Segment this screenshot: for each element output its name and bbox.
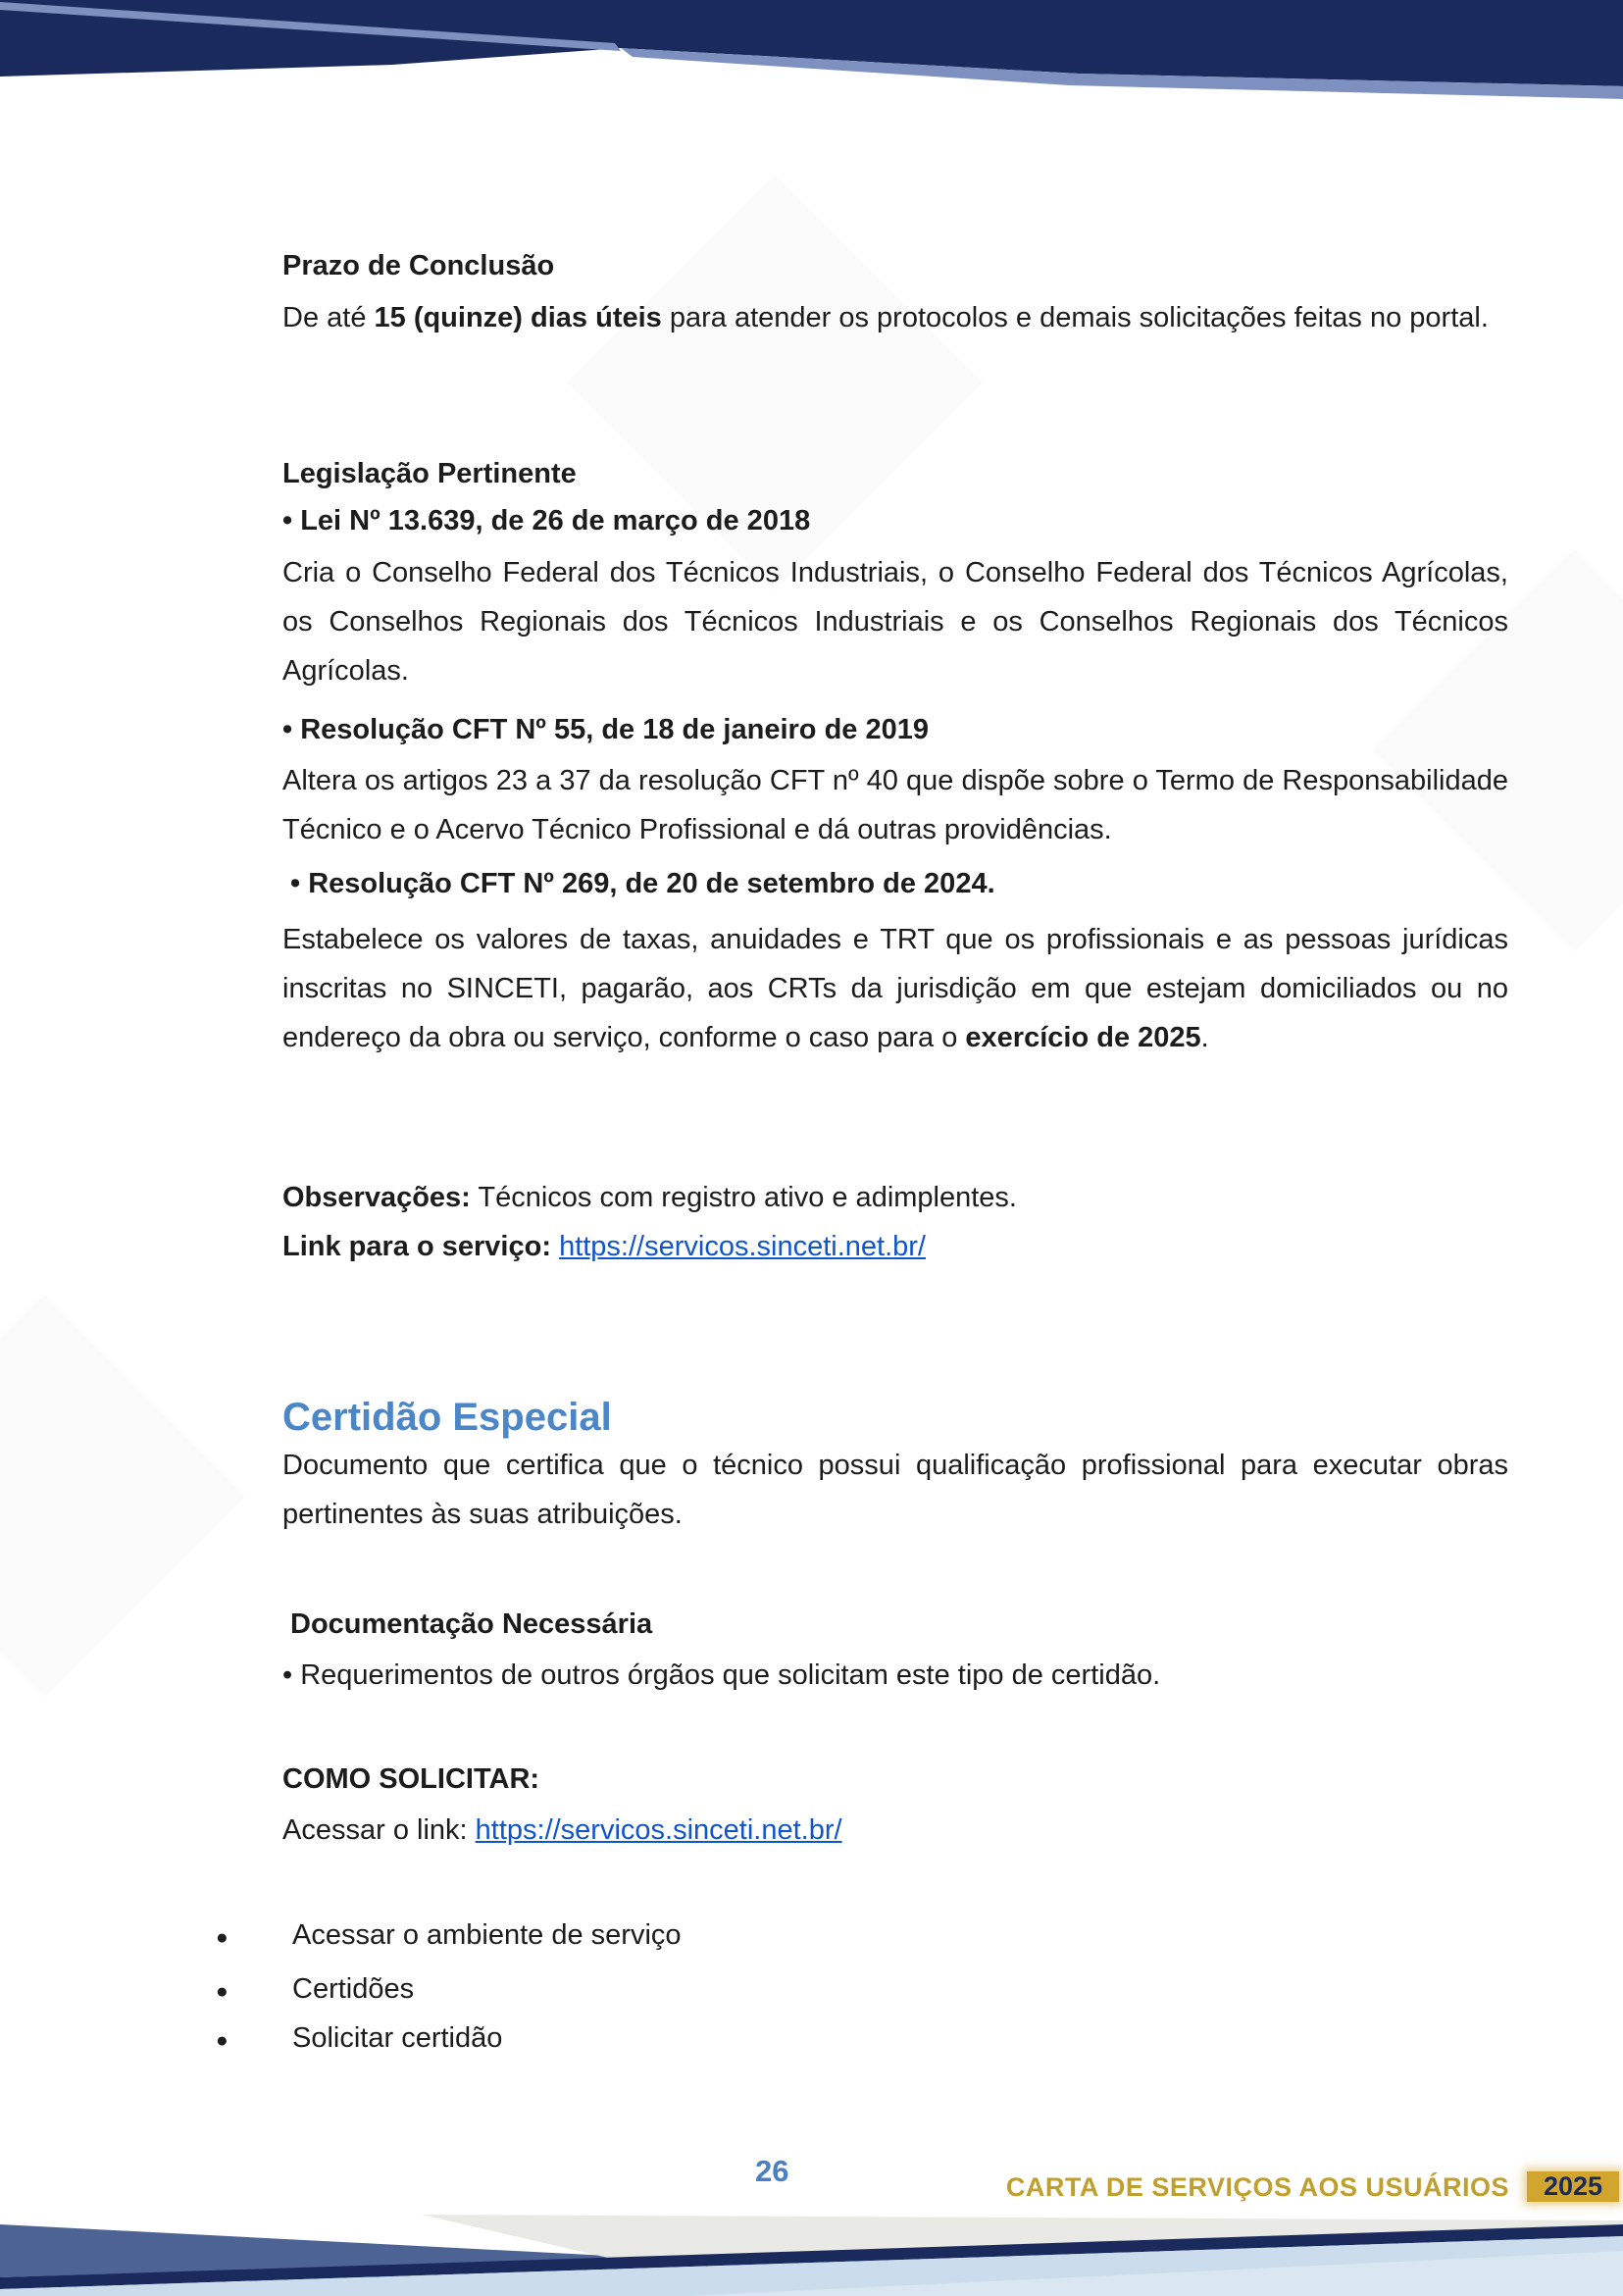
paragraph-prazo: De até 15 (quinze) dias úteis para atender os protocolos e demais solicitações feitas no portal. [282,302,1489,333]
list-item-label: Acessar o ambiente de serviço [292,1919,682,1951]
page-number: 26 [755,2154,789,2188]
observacoes-line: Observações: Técnicos com registro ativo e adimplentes. [282,1182,1017,1213]
footer [1006,2171,1619,2202]
bullet-icon: ● [216,1980,228,2003]
watermark-shape [0,1295,245,1697]
law-item-paragraph: Cria o Conselho Federal dos Técnicos Industriais, o Conselho Federal dos Técnicos Agrícolas, os Conselhos Regionais dos Técnicos Industriais e os Conselhos Regionais dos Técnicos Agrícolas. [282,557,1508,687]
resolution-269-title: • Resolução CFT Nº 269, de 20 de setembro de 2024. [290,868,995,899]
list-item-label: Solicitar certidão [292,2022,503,2054]
service-link[interactable]: https://servicos.sinceti.net.br/ [559,1231,926,1262]
service-link[interactable]: https://servicos.sinceti.net.br/ [475,1814,842,1846]
como-solicitar-line: Acessar o link: https://servicos.sinceti.net.br/ [282,1814,842,1846]
section-title-prazo-de-conclusao: Prazo de Conclusão [282,250,555,281]
resolution-55-title: • Resolução CFT Nº 55, de 18 de janeiro de 2019 [282,714,929,745]
list-item-label: Certidões [292,1973,415,2005]
documentacao-item: • Requerimentos de outros órgãos que solicitam este tipo de certidão. [282,1659,1161,1691]
footer-title: CARTA DE SERVIÇOS AOS USUÁRIOS [1005,2171,1509,2202]
footer-decoration [0,2207,1623,2296]
list-item [216,2014,502,2066]
bullet-icon: ● [216,2029,228,2052]
section-title-legislacao-pertinente: Legislação Pertinente [282,458,577,489]
resolution-55-paragraph: Altera os artigos 23 a 37 da resolução CFT nº 40 que dispõe sobre o Termo de Responsabilidade Técnico e o Acervo Técnico Profissional e dá outras providências. [282,765,1508,845]
header-decoration [0,0,1623,128]
section-title-certidao-especial: Certidão Especial [282,1396,612,1439]
link-para-servico-line: Link para o serviço: https://servicos.sinceti.net.br/ [282,1231,926,1262]
bullet-icon: ● [216,1926,228,1949]
certidao-description: Documento que certifica que o técnico possui qualificação profissional para executar obras pertinentes às suas atribuições. [282,1450,1508,1530]
list-item [216,1911,682,1963]
resolution-269-paragraph: Estabelece os valores de taxas, anuidades e TRT que os profissionais e as pessoas jurídicas inscritas no SINCETI, pagarão, aos CRTs da jurisdição em que estejam domiciliados ou no endereço da obra ou serviço, conforme o caso para o exercício de 2025. [282,924,1508,1053]
section-title-documentacao-necessaria: Documentação Necessária [290,1608,653,1640]
year-badge: 2025 [1527,2171,1619,2202]
law-item-title: • Lei Nº 13.639, de 26 de março de 2018 [282,505,811,536]
section-title-como-solicitar: COMO SOLICITAR: [282,1763,540,1795]
list-item [216,1964,414,2016]
